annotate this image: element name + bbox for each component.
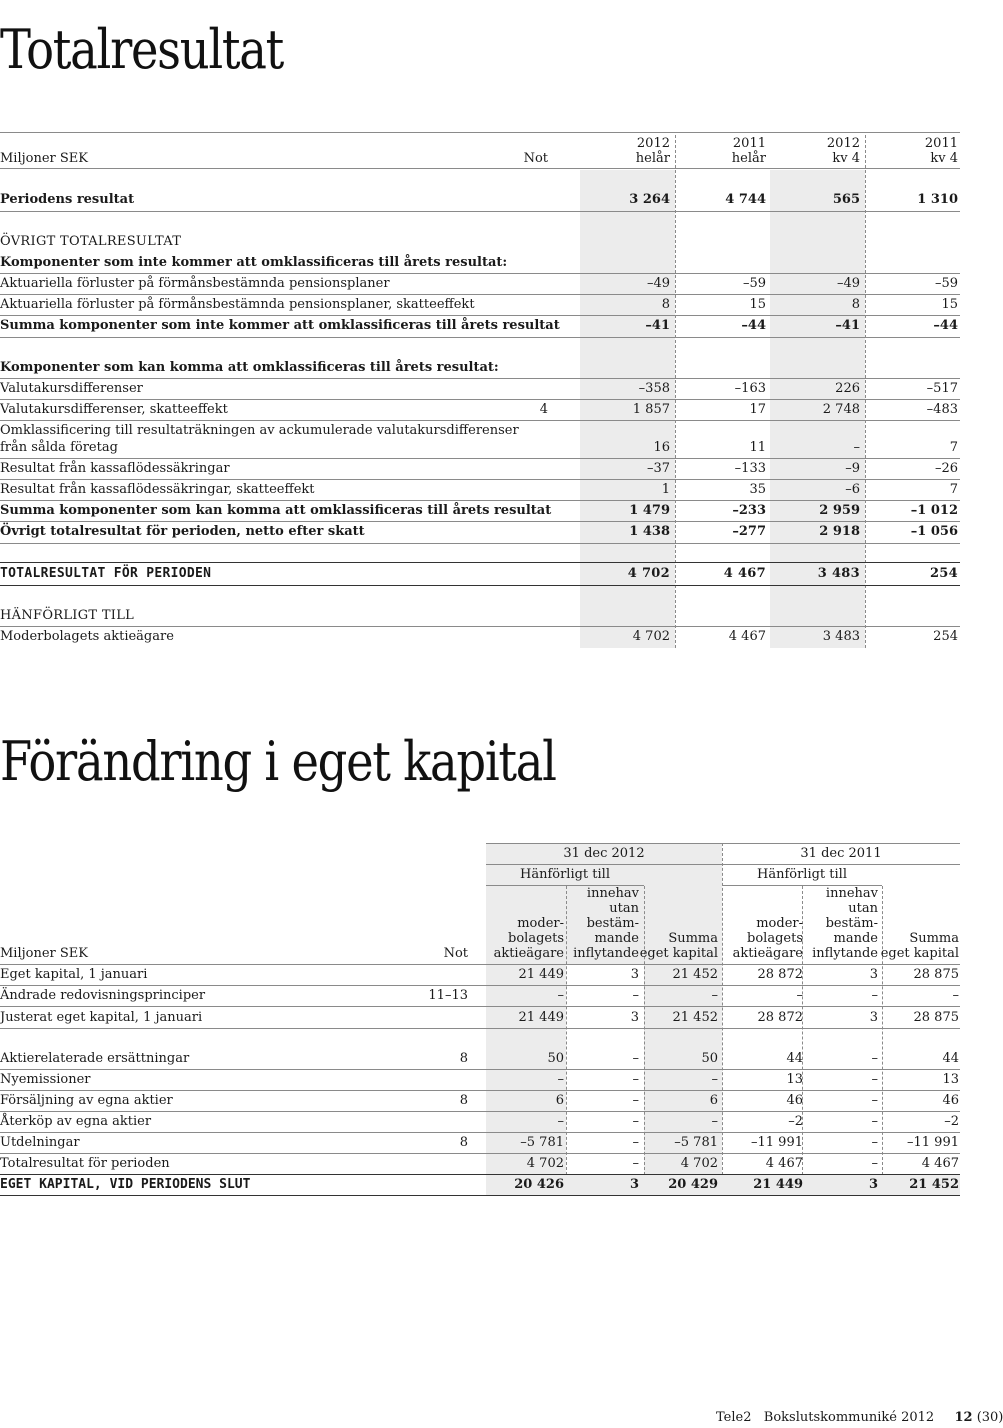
table-row: Utdelningar 8 –5 781 – –5 781 –11 991 – –11 991 bbox=[0, 1135, 959, 1150]
column-header: innehav utan bestäm- mande inflytande bbox=[573, 886, 639, 961]
table-row: Valutakursdifferenser, skatteeffekt 4 1 857 17 2 748 –483 bbox=[0, 402, 958, 417]
table-row: Totalresultat för perioden 4 702 – 4 702 4 467 – 4 467 bbox=[0, 1156, 959, 1171]
table-row: Eget kapital, 1 januari 21 449 3 21 452 28 872 3 28 875 bbox=[0, 967, 959, 982]
table-row: Övrigt totalresultat för perioden, netto efter skatt 1 438 –277 2 918 –1 056 bbox=[0, 524, 958, 539]
column-header: Summa eget kapital bbox=[880, 931, 959, 961]
table-row: Aktierelaterade ersättningar 8 50 – 50 44 – 44 bbox=[0, 1051, 959, 1066]
footer-report: Bokslutskommuniké 2012 bbox=[763, 1410, 935, 1425]
group-header-2011: 31 dec 2011 bbox=[800, 846, 882, 861]
subsection-heading: Komponenter som kan komma att omklassificeras till årets resultat: bbox=[0, 360, 499, 375]
page-title: Totalresultat bbox=[0, 18, 284, 81]
table-row-total: EGET KAPITAL, VID PERIODENS SLUT 20 426 3 20 429 21 449 3 21 452 bbox=[0, 1177, 959, 1192]
table-row: Moderbolagets aktieägare 4 702 4 467 3 483 254 bbox=[0, 629, 958, 644]
table-row: Nyemissioner – – – 13 – 13 bbox=[0, 1072, 959, 1087]
table-row: Återköp av egna aktier – – – –2 – –2 bbox=[0, 1114, 959, 1129]
column-header: 2011 helår bbox=[731, 136, 766, 166]
table-row: Summa komponenter som kan komma att omklassificeras till årets resultat 1 479 –233 2 959 –1 012 bbox=[0, 503, 958, 518]
column-header: innehav utan bestäm- mande inflytande bbox=[812, 886, 878, 961]
page-number: 12 bbox=[954, 1410, 973, 1425]
column-header: Summa eget kapital bbox=[639, 931, 718, 961]
table-row: Resultat från kassaflödessäkringar, skatteeffekt 1 35 –6 7 bbox=[0, 482, 958, 497]
subsection-heading: Komponenter som inte kommer att omklassificeras till årets resultat: bbox=[0, 255, 508, 270]
unit-label: Miljoner SEK bbox=[0, 151, 89, 166]
subgroup-header: Hänförligt till bbox=[519, 867, 610, 882]
column-header: 2011 kv 4 bbox=[924, 136, 958, 166]
table-row: Periodens resultat 3 264 4 744 565 1 310 bbox=[0, 192, 958, 207]
column-header: 2012 kv 4 bbox=[826, 136, 860, 166]
table-row: Omklassificering till resultaträkningen av ackumulerade valutakursdifferenser från sålda företag 16 11 – 7 bbox=[0, 423, 958, 455]
table-row: Justerat eget kapital, 1 januari 21 449 3 21 452 28 872 3 28 875 bbox=[0, 1010, 959, 1025]
column-header: moder- bolagets aktieägare bbox=[732, 916, 803, 961]
page-footer bbox=[716, 1410, 1003, 1425]
footer-company: Tele2 bbox=[716, 1410, 752, 1425]
not-header: Not bbox=[443, 946, 468, 961]
section-heading: ÖVRIGT TOTALRESULTAT bbox=[0, 234, 182, 249]
not-header: Not bbox=[523, 151, 548, 166]
table-row: Resultat från kassaflödessäkringar –37 –133 –9 –26 bbox=[0, 461, 958, 476]
table-top-rule bbox=[0, 132, 960, 133]
column-header: moder- bolagets aktieägare bbox=[493, 916, 564, 961]
section-heading: HÄNFÖRLIGT TILL bbox=[0, 608, 135, 623]
page-total: (30) bbox=[976, 1410, 1003, 1425]
table-row: Summa komponenter som inte kommer att omklassificeras till årets resultat –41 –44 –41 –44 bbox=[0, 318, 958, 333]
column-header: 2012 helår bbox=[635, 136, 670, 166]
table-row: Försäljning av egna aktier 8 6 – 6 46 – 46 bbox=[0, 1093, 959, 1108]
table-row: Aktuariella förluster på förmånsbestämnda pensionsplaner –49 –59 –49 –59 bbox=[0, 276, 958, 291]
table-row: Ändrade redovisningsprinciper 11–13 – – – – – – bbox=[0, 988, 959, 1003]
unit-label: Miljoner SEK bbox=[0, 946, 89, 961]
group-header-2012: 31 dec 2012 bbox=[563, 846, 645, 861]
table-row: Aktuariella förluster på förmånsbestämnda pensionsplaner, skatteeffekt 8 15 8 15 bbox=[0, 297, 958, 312]
section-title: Förändring i eget kapital bbox=[0, 730, 556, 793]
header-rule bbox=[0, 168, 960, 169]
subgroup-header: Hänförligt till bbox=[756, 867, 847, 882]
table-row-total: TOTALRESULTAT FÖR PERIODEN 4 702 4 467 3 483 254 bbox=[0, 566, 958, 581]
table-row: Valutakursdifferenser –358 –163 226 –517 bbox=[0, 381, 958, 396]
